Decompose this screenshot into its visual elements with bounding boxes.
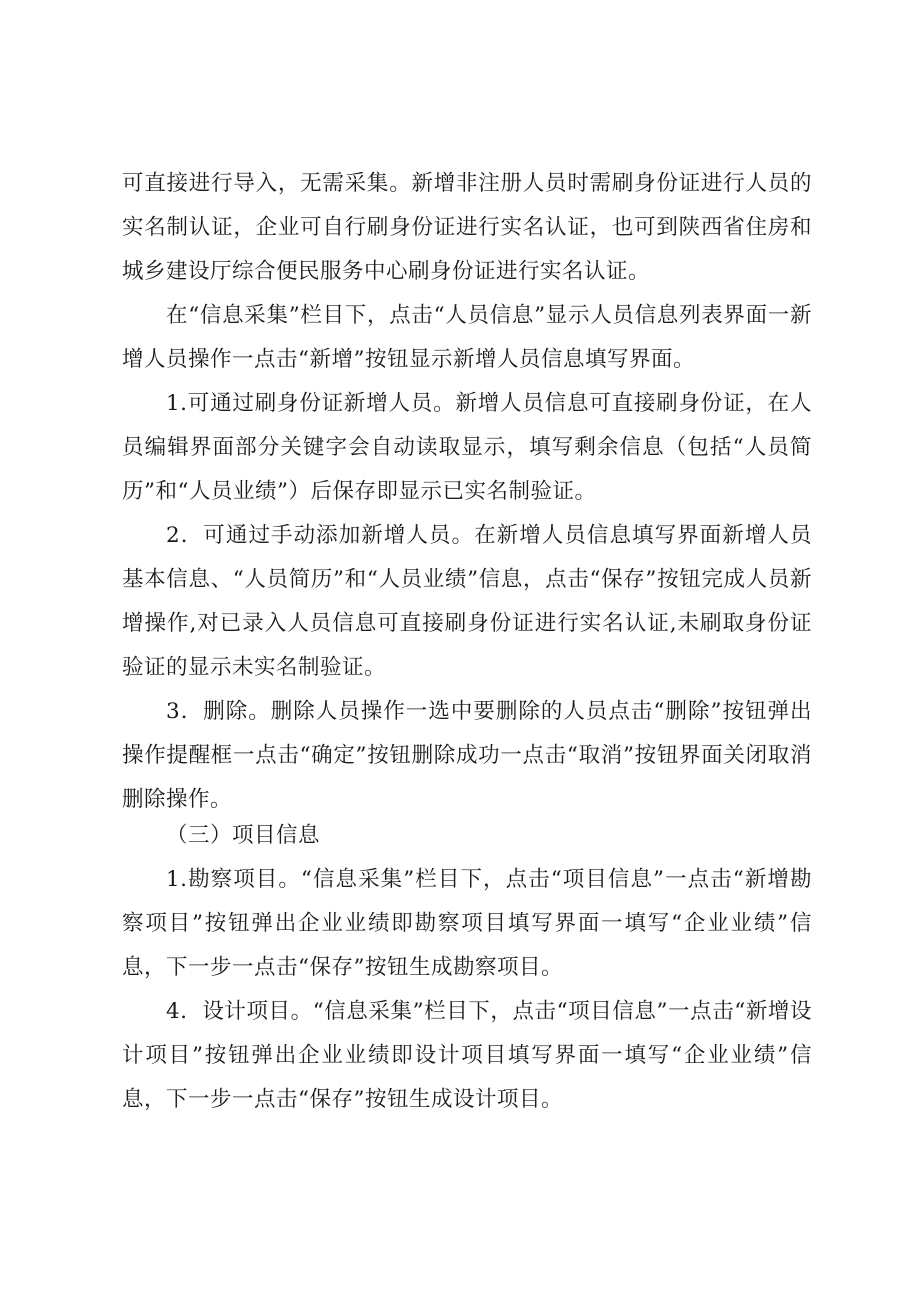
paragraph-delete: 3．删除。删除人员操作一选中要删除的人员点击“删除”按钮弹出操作提醒框一点击“确定”按钮删除成功一点击“取消”按钮界面关闭取消删除操作。	[122, 699, 812, 812]
paragraph-id-card-add: 1.可通过刷身份证新增人员。新增人员信息可直接刷身份证，在人员编辑界面部分关键字会自动读取显示，填写剩余信息（包括“人员简历”和“人员业绩”）后保存即显示已实名制验证。	[122, 391, 812, 504]
paragraph-intro: 可直接进行导入，无需采集。新增非注册人员时需刷身份证进行人员的实名制认证，企业可自行刷身份证进行实名认证，也可到陕西省住房和城乡建设厅综合便民服务中心刷身份证进行实名认证。	[122, 171, 812, 284]
paragraph-survey-project: 1.勘察项目。“信息采集”栏目下，点击“项目信息”一点击“新增勘察项目”按钮弹出企业业绩即勘察项目填写界面一填写“企业业绩”信息，下一步一点击“保存”按钮生成勘察项目。	[122, 867, 812, 980]
paragraph-design-project: 4．设计项目。“信息采集”栏目下，点击“项目信息”一点击“新增设计项目”按钮弹出企业业绩即设计项目填写界面一填写“企业业绩”信息，下一步一点击“保存”按钮生成设计项目。	[122, 999, 812, 1112]
paragraph-info-collection: 在“信息采集”栏目下，点击“人员信息”显示人员信息列表界面一新增人员操作一点击“新增”按钮显示新增人员信息填写界面。	[122, 303, 812, 372]
section-heading-project-info: （三）项目信息	[166, 823, 321, 848]
paragraph-manual-add: 2．可通过手动添加新增人员。在新增人员信息填写界面新增人员基本信息、“人员简历”和“人员业绩”信息，点击“保存”按钮完成人员新增操作,对已录入人员信息可直接刷身份证进行实名认证,未刷取身份证验证的显示未实名制验证。	[122, 523, 812, 680]
